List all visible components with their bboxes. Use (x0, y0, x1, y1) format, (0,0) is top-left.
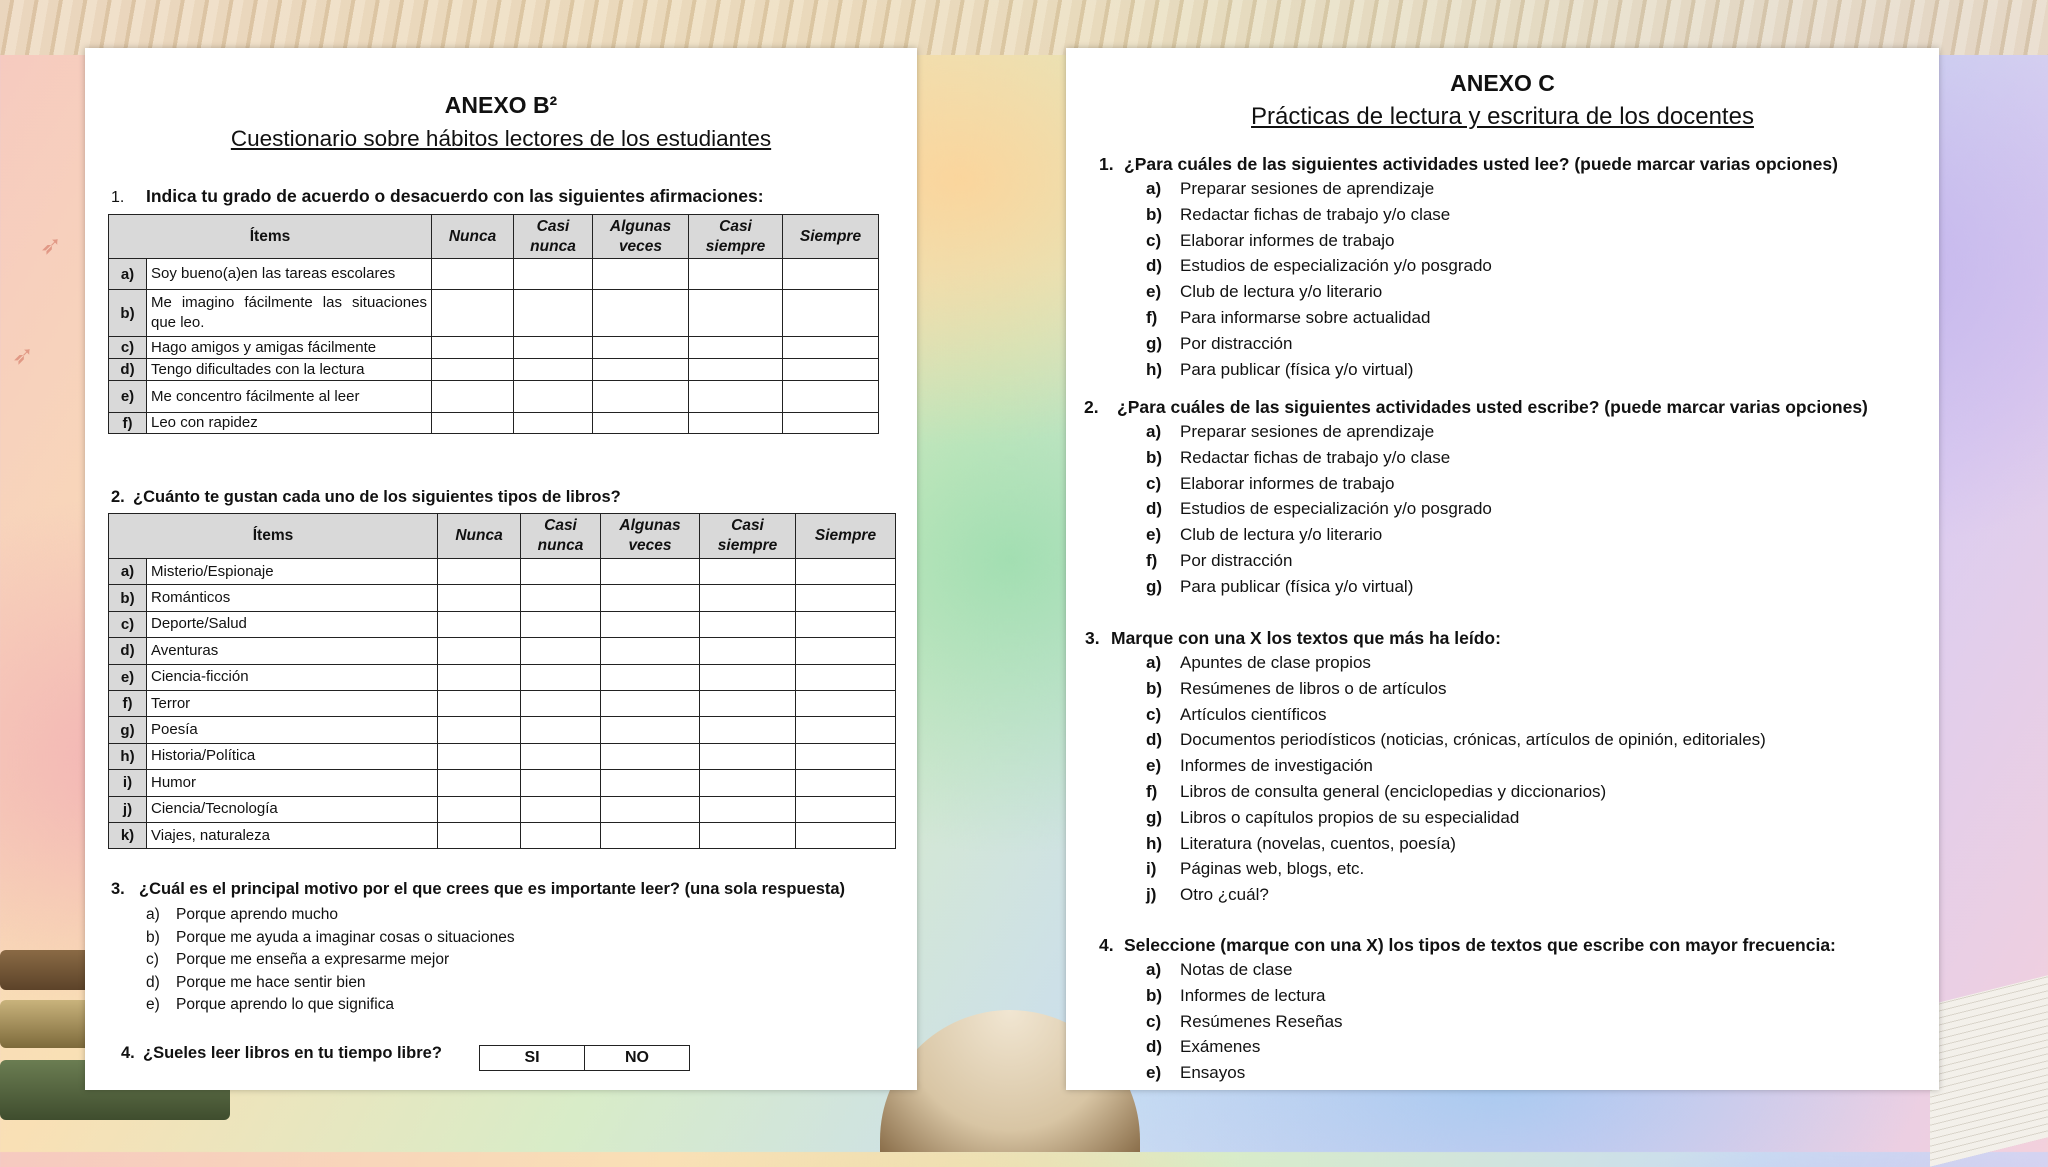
answer-cell[interactable] (783, 381, 879, 413)
row-item: Poesía (147, 717, 438, 743)
answer-cell[interactable] (601, 743, 700, 769)
table-row (109, 664, 896, 690)
answer-cell[interactable] (438, 585, 521, 611)
option-letter: c) (1146, 230, 1162, 250)
answer-cell[interactable] (689, 290, 783, 337)
row-letter: a) (109, 259, 147, 290)
option-text: Informes de investigación (1180, 756, 1373, 776)
answer-cell[interactable] (796, 796, 896, 822)
row-letter: j) (109, 796, 147, 822)
option-item[interactable] (1146, 1009, 1343, 1035)
option-item[interactable] (1146, 1060, 1343, 1086)
row-letter: e) (109, 664, 147, 690)
option-item[interactable] (1146, 496, 1492, 522)
option-text: Notas de clase (1180, 960, 1293, 979)
column-header: Casi nunca (521, 514, 601, 559)
answer-cell[interactable] (796, 690, 896, 716)
annex-c-question-3-options (1146, 650, 1766, 908)
annex-c-subtitle: Prácticas de lectura y escritura de los docentes (1251, 103, 1754, 130)
no-option[interactable]: NO (584, 1046, 689, 1070)
answer-cell[interactable] (700, 611, 796, 637)
column-header: Ítems (109, 514, 438, 559)
answer-cell[interactable] (438, 796, 521, 822)
table-row (109, 585, 896, 611)
option-letter: b) (146, 928, 160, 946)
answer-cell[interactable] (593, 381, 689, 413)
option-item[interactable] (1146, 419, 1492, 445)
row-item: Ciencia-ficción (147, 664, 438, 690)
option-item[interactable] (1146, 702, 1766, 728)
bird-icon: ➶ (40, 230, 62, 260)
answer-cell[interactable] (689, 259, 783, 290)
row-item: Leo con rapidez (147, 413, 432, 434)
row-item: Misterio/Espionaje (147, 559, 438, 585)
option-letter: g) (1146, 576, 1163, 596)
answer-cell[interactable] (432, 259, 514, 290)
answer-cell[interactable] (438, 690, 521, 716)
option-letter: b) (1146, 678, 1163, 698)
option-text: Porque me hace sentir bien (176, 973, 366, 991)
answer-cell[interactable] (593, 259, 689, 290)
option-letter: d) (146, 973, 160, 991)
row-item: Ciencia/Tecnología (147, 796, 438, 822)
answer-cell[interactable] (514, 381, 593, 413)
row-letter: c) (109, 337, 147, 359)
option-item[interactable] (1146, 331, 1492, 357)
option-text: Estudios de especialización y/o posgrado (1180, 499, 1492, 519)
answer-cell[interactable] (438, 611, 521, 637)
option-letter: e) (1146, 756, 1162, 776)
option-letter: a) (1146, 653, 1162, 672)
answer-cell[interactable] (689, 413, 783, 434)
option-letter: g) (1146, 333, 1163, 353)
annex-b-table-2 (108, 513, 896, 849)
answer-cell[interactable] (783, 259, 879, 290)
option-text: Redactar fichas de trabajo y/o clase (1180, 447, 1451, 467)
table-row (109, 337, 879, 359)
annex-b-question-2: 2. ¿Cuánto te gustan cada uno de los siguientes tipos de libros? (111, 488, 621, 506)
answer-cell[interactable] (521, 585, 601, 611)
row-letter: a) (109, 559, 147, 585)
option-text: Redactar fichas de trabajo y/o clase (1180, 204, 1451, 224)
option-letter: i) (1146, 859, 1157, 879)
option-text: Porque me enseña a expresarme mejor (176, 951, 450, 968)
column-header: Siempre (783, 215, 879, 259)
answer-cell[interactable] (514, 413, 593, 434)
option-item[interactable] (1146, 445, 1492, 471)
answer-cell[interactable] (783, 337, 879, 359)
option-item[interactable] (1146, 882, 1766, 908)
option-text: Documentos periodísticos (noticias, crónicas, artículos de opinión, editoriales) (1180, 730, 1766, 750)
option-letter: f) (1146, 307, 1158, 327)
annex-c-question-2-options (1146, 419, 1492, 600)
option-item[interactable] (1146, 228, 1492, 254)
row-letter: e) (109, 381, 147, 413)
row-letter: i) (109, 770, 147, 796)
answer-cell[interactable] (796, 559, 896, 585)
answer-cell[interactable] (700, 585, 796, 611)
table-row (109, 259, 879, 290)
option-item[interactable] (1146, 856, 1766, 882)
answer-cell[interactable] (700, 717, 796, 743)
annex-c-question-2: 2. ¿Para cuáles de las siguientes actividades usted escribe? (puede marcar varias opciones) (1084, 397, 1868, 417)
row-item: Humor (147, 770, 438, 796)
answer-cell[interactable] (432, 381, 514, 413)
row-letter: b) (109, 585, 147, 611)
answer-cell[interactable] (601, 822, 700, 848)
option-text: Porque me ayuda a imaginar cosas o situaciones (176, 928, 515, 946)
column-header: Siempre (796, 514, 896, 559)
answer-cell[interactable] (601, 770, 700, 796)
option-item[interactable] (1146, 650, 1766, 676)
option-text: Para publicar (física y/o virtual) (1180, 576, 1414, 596)
option-letter: b) (1146, 985, 1163, 1005)
annex-b-page (85, 48, 917, 1090)
annex-b-subtitle: Cuestionario sobre hábitos lectores de los estudiantes (230, 126, 772, 151)
row-letter: g) (109, 717, 147, 743)
annex-c-question-1: 1. ¿Para cuáles de las siguientes actividades usted lee? (puede marcar varias opciones) (1099, 154, 1838, 174)
option-item[interactable] (1146, 253, 1492, 279)
row-letter: f) (109, 690, 147, 716)
answer-cell[interactable] (432, 337, 514, 359)
annex-b-question-4: 4. ¿Sueles leer libros en tu tiempo libre? (121, 1044, 442, 1062)
table-row (109, 611, 896, 637)
option-item[interactable] (1146, 1034, 1343, 1060)
answer-cell[interactable] (593, 337, 689, 359)
option-item[interactable] (1146, 805, 1766, 831)
answer-cell[interactable] (514, 359, 593, 381)
answer-cell[interactable] (689, 337, 783, 359)
option-letter: d) (1146, 1037, 1163, 1057)
option-text: Informes de lectura (1180, 985, 1326, 1005)
answer-cell[interactable] (783, 413, 879, 434)
option-letter: j) (1146, 885, 1157, 905)
option-item[interactable] (1146, 676, 1766, 702)
row-letter: h) (109, 743, 147, 769)
option-text: Literatura (novelas, cuentos, poesía) (1180, 833, 1456, 853)
option-item[interactable] (1146, 279, 1492, 305)
row-item: Me imagino fácilmente las situaciones que leo. (147, 290, 432, 337)
option-text: Artículos científicos (1180, 704, 1327, 724)
option-text: Ensayos (1180, 1063, 1246, 1083)
row-letter: d) (109, 638, 147, 664)
answer-cell[interactable] (593, 359, 689, 381)
answer-cell[interactable] (601, 664, 700, 690)
answer-cell[interactable] (700, 822, 796, 848)
option-item[interactable] (146, 994, 515, 1017)
option-letter: a) (1146, 179, 1162, 198)
answer-cell[interactable] (438, 743, 521, 769)
option-text: Páginas web, blogs, etc. (1180, 859, 1365, 879)
bird-icon: ➶ (12, 340, 34, 370)
answer-cell[interactable] (432, 290, 514, 337)
option-text: Estudios de especialización y/o posgrado (1180, 256, 1492, 276)
option-letter: c) (1146, 1011, 1162, 1031)
option-text: Club de lectura y/o literario (1180, 282, 1383, 302)
option-text: Elaborar informes de trabajo (1180, 230, 1395, 250)
answer-cell[interactable] (514, 290, 593, 337)
row-item: Me concentro fácilmente al leer (147, 381, 432, 413)
answer-cell[interactable] (601, 611, 700, 637)
column-header: Ítems (109, 215, 432, 259)
answer-cell[interactable] (438, 664, 521, 690)
table-row (109, 690, 896, 716)
answer-cell[interactable] (796, 585, 896, 611)
row-item: Hago amigos y amigas fácilmente (147, 337, 432, 359)
option-letter: e) (146, 996, 160, 1013)
answer-cell[interactable] (438, 770, 521, 796)
option-item[interactable] (146, 949, 515, 972)
answer-cell[interactable] (796, 770, 896, 796)
option-text: Resúmenes Reseñas (1180, 1011, 1343, 1031)
table-row (109, 796, 896, 822)
answer-cell[interactable] (438, 638, 521, 664)
answer-cell[interactable] (689, 359, 783, 381)
row-letter: c) (109, 611, 147, 637)
option-text: Elaborar informes de trabajo (1180, 473, 1395, 493)
answer-cell[interactable] (601, 690, 700, 716)
answer-cell[interactable] (796, 664, 896, 690)
option-text: Club de lectura y/o literario (1180, 525, 1383, 545)
annex-c-question-4-options (1146, 957, 1343, 1086)
annex-b-question-3: 3. ¿Cuál es el principal motivo por el que crees que es importante leer? (una sola respuesta) (111, 880, 846, 898)
answer-cell[interactable] (438, 559, 521, 585)
column-header: Algunas veces (593, 215, 689, 259)
answer-cell[interactable] (521, 664, 601, 690)
annex-b-question-1: 1. Indica tu grado de acuerdo o desacuerdo con las siguientes afirmaciones: (111, 186, 764, 206)
answer-cell[interactable] (700, 559, 796, 585)
yes-no-answer-box (479, 1045, 690, 1071)
option-item[interactable] (1146, 305, 1492, 331)
option-item[interactable] (1146, 202, 1492, 228)
table-row (109, 743, 896, 769)
answer-cell[interactable] (783, 359, 879, 381)
option-letter: f) (1146, 550, 1158, 570)
answer-cell[interactable] (796, 743, 896, 769)
option-letter: c) (1146, 704, 1162, 724)
option-text: Por distracción (1180, 333, 1293, 353)
yes-option[interactable]: SI (524, 1049, 540, 1066)
option-item[interactable] (146, 927, 515, 950)
row-item: Aventuras (147, 638, 438, 664)
option-letter: d) (1146, 499, 1163, 519)
annex-c-title: ANEXO C (1450, 70, 1555, 96)
row-letter: b) (109, 290, 147, 337)
option-text: Para publicar (física y/o virtual) (1180, 359, 1414, 379)
option-item[interactable] (1146, 574, 1492, 600)
book-pages-decoration (1930, 975, 2048, 1166)
option-text: Apuntes de clase propios (1180, 653, 1371, 672)
answer-cell[interactable] (521, 717, 601, 743)
option-letter: d) (1146, 730, 1163, 750)
option-item[interactable] (146, 904, 515, 927)
row-item: Románticos (147, 585, 438, 611)
row-item: Historia/Política (147, 743, 438, 769)
answer-cell[interactable] (601, 717, 700, 743)
column-header: Casi nunca (514, 215, 593, 259)
column-header: Casi siempre (689, 215, 783, 259)
option-item[interactable] (1146, 176, 1492, 202)
answer-cell[interactable] (521, 822, 601, 848)
option-item[interactable] (1146, 727, 1766, 753)
answer-cell[interactable] (601, 585, 700, 611)
option-letter: b) (1146, 204, 1163, 224)
option-item[interactable] (1146, 983, 1343, 1009)
table-row (109, 717, 896, 743)
row-letter: f) (109, 413, 147, 434)
answer-cell[interactable] (438, 822, 521, 848)
answer-cell[interactable] (521, 638, 601, 664)
answer-cell[interactable] (521, 690, 601, 716)
option-text: Preparar sesiones de aprendizaje (1180, 422, 1435, 441)
option-letter: e) (1146, 525, 1162, 545)
answer-cell[interactable] (796, 611, 896, 637)
column-header: Algunas veces (601, 514, 700, 559)
annex-c-page (1066, 48, 1939, 1090)
option-text: Otro ¿cuál? (1180, 885, 1269, 905)
option-text: Libros de consulta general (enciclopedias y diccionarios) (1180, 781, 1607, 801)
row-letter: k) (109, 822, 147, 848)
rope-decoration (0, 0, 2048, 55)
answer-cell[interactable] (783, 290, 879, 337)
option-text: Exámenes (1180, 1037, 1261, 1057)
option-item[interactable] (146, 972, 515, 995)
answer-cell[interactable] (593, 290, 689, 337)
option-letter: b) (1146, 447, 1163, 467)
answer-cell[interactable] (796, 717, 896, 743)
table-row (109, 770, 896, 796)
option-item[interactable] (1146, 753, 1766, 779)
annex-b-question-3-options (146, 904, 515, 1017)
option-text: Para informarse sobre actualidad (1180, 307, 1431, 327)
table-row (109, 359, 879, 381)
option-item[interactable] (1146, 548, 1492, 574)
option-letter: c) (146, 951, 159, 968)
table-row (109, 290, 879, 337)
option-text: Porque aprendo mucho (176, 906, 339, 923)
option-text: Por distracción (1180, 550, 1293, 570)
answer-cell[interactable] (521, 559, 601, 585)
option-letter: e) (1146, 1063, 1162, 1083)
answer-cell[interactable] (514, 259, 593, 290)
option-item[interactable] (1146, 831, 1766, 857)
answer-cell[interactable] (796, 638, 896, 664)
annex-c-question-1-options (1146, 176, 1492, 382)
answer-cell[interactable] (700, 743, 796, 769)
table-row (109, 381, 879, 413)
column-header: Nunca (432, 215, 514, 259)
option-letter: a) (1146, 960, 1162, 979)
answer-cell[interactable] (521, 743, 601, 769)
annex-b-table-1 (108, 214, 879, 434)
answer-cell[interactable] (521, 796, 601, 822)
option-letter: a) (1146, 422, 1162, 441)
option-text: Resúmenes de libros o de artículos (1180, 678, 1447, 698)
option-letter: g) (1146, 807, 1163, 827)
option-letter: e) (1146, 282, 1162, 302)
answer-cell[interactable] (432, 359, 514, 381)
answer-cell[interactable] (700, 638, 796, 664)
row-item: Tengo dificultades con la lectura (147, 359, 432, 381)
answer-cell[interactable] (432, 413, 514, 434)
option-text: Preparar sesiones de aprendizaje (1180, 179, 1435, 198)
column-header: Nunca (438, 514, 521, 559)
option-letter: h) (1146, 833, 1163, 853)
answer-cell[interactable] (521, 611, 601, 637)
answer-cell[interactable] (700, 770, 796, 796)
answer-cell[interactable] (601, 638, 700, 664)
answer-cell[interactable] (689, 381, 783, 413)
option-item[interactable] (1146, 471, 1492, 497)
option-letter: f) (1146, 781, 1158, 801)
row-letter: d) (109, 359, 147, 381)
row-item: Soy bueno(a)en las tareas escolares (147, 259, 432, 290)
answer-cell[interactable] (438, 717, 521, 743)
option-item[interactable] (1146, 779, 1766, 805)
option-letter: d) (1146, 256, 1163, 276)
answer-cell[interactable] (601, 559, 700, 585)
annex-c-question-4: 4. Seleccione (marque con una X) los tipos de textos que escribe con mayor frecuencia: (1099, 935, 1836, 955)
answer-cell[interactable] (700, 690, 796, 716)
answer-cell[interactable] (514, 337, 593, 359)
answer-cell[interactable] (700, 796, 796, 822)
column-header: Casi siempre (700, 514, 796, 559)
option-item[interactable] (1146, 357, 1492, 383)
answer-cell[interactable] (593, 413, 689, 434)
table-row (109, 559, 896, 585)
option-item[interactable] (1146, 522, 1492, 548)
option-letter: a) (146, 906, 160, 923)
row-item: Deporte/Salud (147, 611, 438, 637)
answer-cell[interactable] (601, 796, 700, 822)
table-row (109, 413, 879, 434)
option-text: Libros o capítulos propios de su especialidad (1180, 807, 1520, 827)
option-letter: c) (1146, 473, 1162, 493)
row-item: Terror (147, 690, 438, 716)
table-row (109, 822, 896, 848)
answer-cell[interactable] (521, 770, 601, 796)
option-text: Porque aprendo lo que significa (176, 996, 395, 1013)
answer-cell[interactable] (700, 664, 796, 690)
annex-b-title: ANEXO B² (444, 92, 558, 118)
answer-cell[interactable] (796, 822, 896, 848)
option-letter: h) (1146, 359, 1163, 379)
annex-c-question-3: 3. Marque con una X los textos que más ha leído: (1085, 628, 1501, 648)
option-item[interactable] (1146, 957, 1343, 983)
table-row (109, 638, 896, 664)
row-item: Viajes, naturaleza (147, 822, 438, 848)
